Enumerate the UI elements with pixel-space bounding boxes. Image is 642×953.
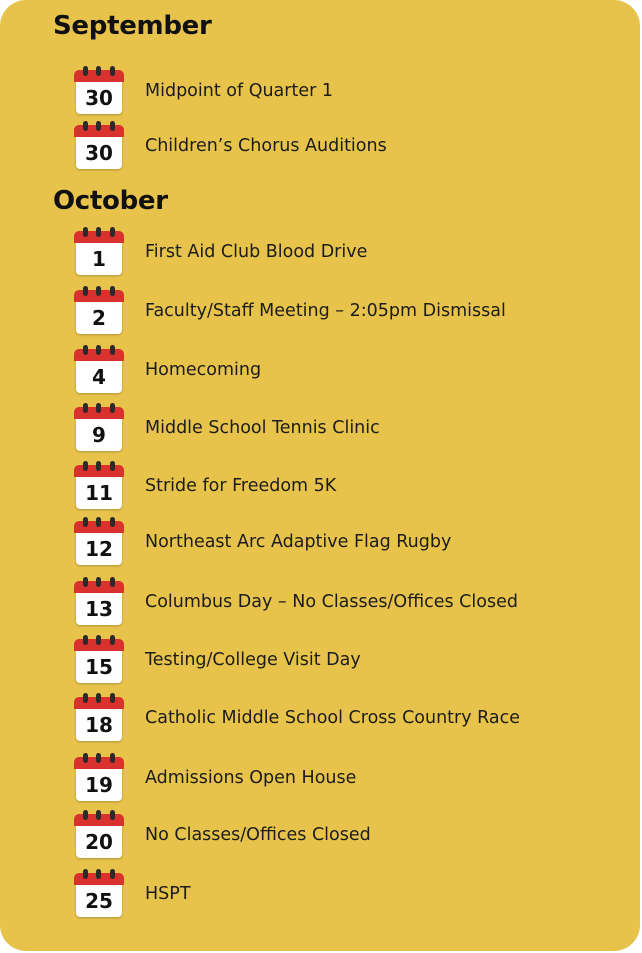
event-item (74, 810, 634, 858)
event-day: 11 (76, 477, 122, 509)
calendar-icon (74, 345, 124, 393)
month-heading-september: September (53, 11, 212, 41)
event-day: 18 (76, 709, 122, 741)
event-item (74, 345, 634, 393)
event-day: 19 (76, 769, 122, 801)
event-day: 30 (76, 82, 122, 114)
event-title: No Classes/Offices Closed (145, 825, 371, 845)
event-day: 9 (76, 419, 122, 451)
event-item (74, 577, 634, 625)
event-item (74, 693, 634, 741)
event-day: 20 (76, 826, 122, 858)
event-day: 4 (76, 361, 122, 393)
event-title: Northeast Arc Adaptive Flag Rugby (145, 532, 452, 552)
month-heading-october: October (53, 186, 168, 216)
calendar-icon (74, 66, 124, 114)
event-title: First Aid Club Blood Drive (145, 242, 368, 262)
calendar-icon (74, 227, 124, 275)
event-item (74, 286, 634, 334)
event-day: 12 (76, 533, 122, 565)
event-title: Stride for Freedom 5K (145, 476, 337, 496)
calendar-icon (74, 753, 124, 801)
event-title: Admissions Open House (145, 768, 357, 788)
calendar-icon (74, 869, 124, 917)
calendar-icon (74, 517, 124, 565)
calendar-icon (74, 461, 124, 509)
event-item (74, 753, 634, 801)
event-day: 13 (76, 593, 122, 625)
event-title: Middle School Tennis Clinic (145, 418, 380, 438)
event-item (74, 227, 634, 275)
event-item (74, 121, 634, 169)
calendar-icon (74, 635, 124, 683)
event-day: 2 (76, 302, 122, 334)
event-day: 30 (76, 137, 122, 169)
event-item (74, 517, 634, 565)
event-day: 25 (76, 885, 122, 917)
event-title: Homecoming (145, 360, 262, 380)
calendar-icon (74, 121, 124, 169)
calendar-icon (74, 810, 124, 858)
event-title: Catholic Middle School Cross Country Race (145, 708, 521, 728)
event-title: HSPT (145, 884, 191, 904)
event-item (74, 461, 634, 509)
calendar-icon (74, 693, 124, 741)
event-title: Testing/College Visit Day (145, 650, 361, 670)
event-item (74, 403, 634, 451)
event-title: Faculty/Staff Meeting – 2:05pm Dismissal (145, 301, 506, 321)
event-item (74, 635, 634, 683)
calendar-icon (74, 403, 124, 451)
event-title: Children’s Chorus Auditions (145, 136, 387, 156)
event-title: Midpoint of Quarter 1 (145, 81, 333, 101)
event-title: Columbus Day – No Classes/Offices Closed (145, 592, 518, 612)
calendar-icon (74, 286, 124, 334)
event-day: 1 (76, 243, 122, 275)
event-day: 15 (76, 651, 122, 683)
calendar-icon (74, 577, 124, 625)
event-item (74, 66, 634, 114)
event-item (74, 869, 634, 917)
